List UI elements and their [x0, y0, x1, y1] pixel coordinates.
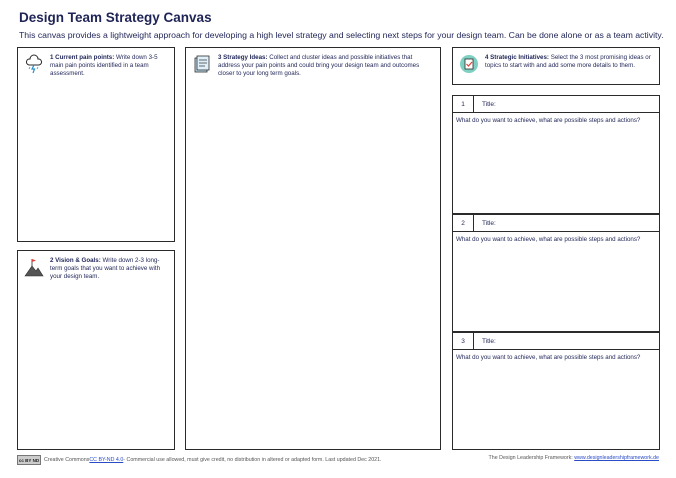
- page-title: Design Team Strategy Canvas: [19, 10, 212, 25]
- license-link[interactable]: CC BY-ND 4.0: [89, 457, 124, 463]
- page-subtitle: This canvas provides a lightweight approach for developing a high level strategy and selecting next steps for your design team. Can be done alone or as a team activity.: [19, 30, 664, 40]
- vision-goals-instructions: 2 Vision & Goals: Write down 2-3 long-term goals that you want to achieve with your design team.: [50, 257, 161, 280]
- initiative-1-title-row[interactable]: [452, 95, 660, 113]
- mountain-flag-icon: [24, 257, 44, 277]
- initiative-3-body[interactable]: [452, 350, 660, 450]
- initiative-number: 1: [453, 96, 474, 112]
- initiative-3-title-row[interactable]: [452, 332, 660, 350]
- license-footer: [17, 455, 382, 465]
- initiative-2-title-row[interactable]: [452, 214, 660, 232]
- strategic-initiatives-box: [452, 47, 660, 85]
- storm-cloud-icon: [24, 54, 44, 74]
- pain-points-box[interactable]: [17, 47, 175, 242]
- initiative-prompt: What do you want to achieve, what are possible steps and actions?: [456, 117, 641, 124]
- notes-icon: [192, 54, 212, 74]
- cc-license-badge: cc BY ND: [17, 455, 41, 465]
- license-suffix: - Commercial use allowed, must give credit, no distribution in altered or adapted form. Last updated Dec 2021.: [123, 457, 382, 463]
- strategy-ideas-box[interactable]: [185, 47, 441, 450]
- pain-points-instructions: 1 Current pain points: Write down 3-5 main pain points identified in a team assessment.: [50, 54, 158, 77]
- initiative-1-body[interactable]: [452, 113, 660, 214]
- framework-prefix: The Design Leadership Framework:: [488, 455, 575, 461]
- initiative-title-label: Title:: [482, 100, 496, 108]
- initiative-prompt: What do you want to achieve, what are possible steps and actions?: [456, 236, 641, 243]
- initiative-prompt: What do you want to achieve, what are possible steps and actions?: [456, 354, 641, 361]
- framework-link[interactable]: www.designleadershipframework.de: [574, 455, 659, 461]
- initiative-number: 3: [453, 333, 474, 349]
- initiative-title-label: Title:: [482, 219, 496, 227]
- license-prefix: Creative Commons: [44, 457, 90, 463]
- vision-goals-box[interactable]: [17, 250, 175, 450]
- strategic-initiatives-instructions: 4 Strategic Initiatives: Select the 3 most promising ideas or topics to start with and add some more details to them.: [485, 54, 651, 69]
- framework-footer: [489, 455, 659, 461]
- initiative-number: 2: [453, 215, 474, 231]
- strategy-ideas-instructions: 3 Strategy Ideas: Collect and cluster ideas and possible initiatives that address your pain points and could bring your design team and outcomes closer to your long term goals.: [218, 54, 420, 77]
- initiative-2-body[interactable]: [452, 232, 660, 332]
- checklist-icon: [459, 54, 479, 74]
- initiative-title-label: Title:: [482, 337, 496, 345]
